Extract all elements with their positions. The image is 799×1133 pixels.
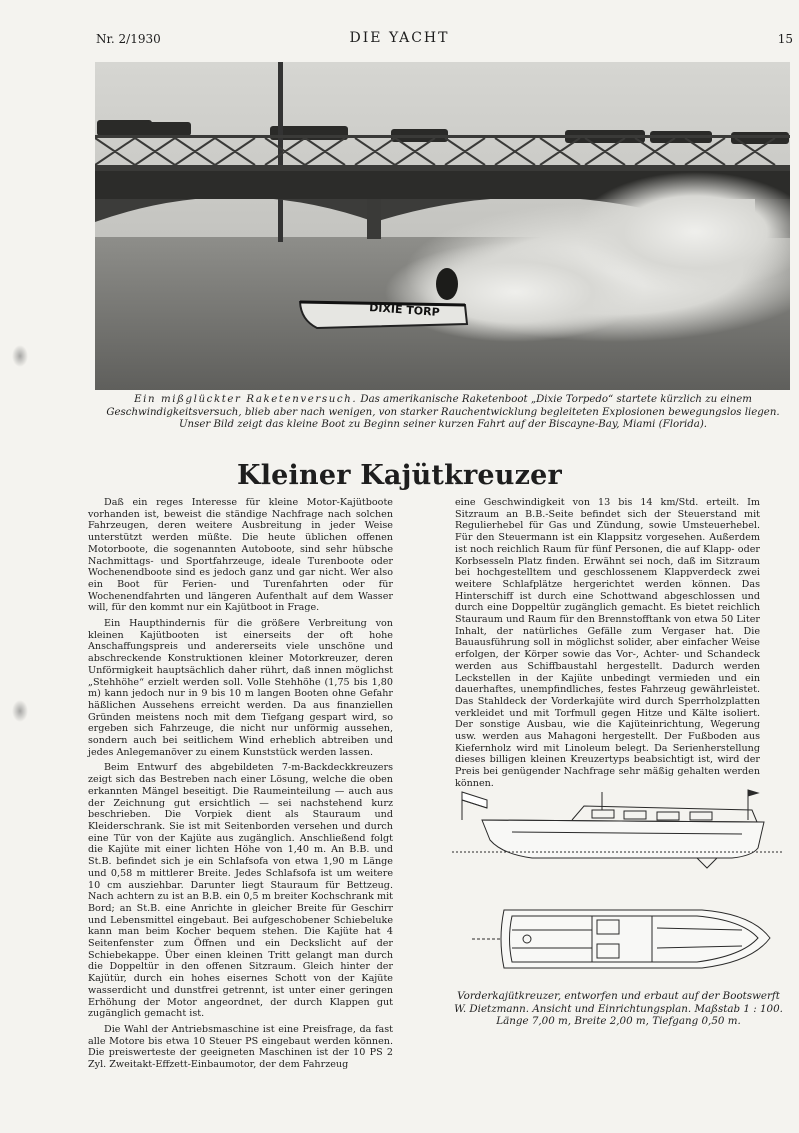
boat-lettering: DIXIE TORP (368, 301, 441, 319)
page-header (0, 30, 799, 50)
caption-text: Das amerikanische Raketenboot „Dixie Torpedo“ startete kürzlich zu einem Geschwindigkeitsversuch, blieb aber nach wenigen, von starker Rauchentwicklung begleiteten Explosionen bewegungslos liegen. Unser Bild zeigt das kleine Boot zu Beginn seiner kurzen Fahrt auf der Biscayne-Bay, Miami (Florida). (106, 394, 780, 430)
plan-caption (446, 990, 791, 1028)
article-column-left (88, 497, 393, 1075)
journal-title: DIE YACHT (349, 30, 450, 46)
plan-caption-line: W. Dietzmann. Ansicht und Einrichtungsplan. Maßstab 1 : 100. (454, 1002, 783, 1015)
article-column-right (455, 497, 760, 794)
plan-caption-line: Länge 7,00 m, Breite 2,00 m, Tiefgang 0,50 m. (496, 1015, 741, 1027)
issue-number: Nr. 2/1930 (96, 32, 161, 46)
article-title: Kleiner Kajütkreuzer (237, 460, 562, 491)
boat-plan-drawings (452, 780, 782, 988)
plan-caption-line: Vorderkajütkreuzer, entworfen und erbaut auf der Bootswerft (457, 990, 780, 1002)
photo-illustration (95, 62, 790, 390)
photo-caption (92, 394, 794, 432)
paragraph: Beim Entwurf des abgebildeten 7-m-Backdeckkreuzers zeigt sich das Bestreben nach einer Lösung, welche die oben erkannten Mängel beseitigt. Die Raumeinteilung — auch aus der Zeichnung gut ersichtlich — sei nachstehend kurz beschrieben. Die Vorpiek dient als Stauraum und Kleiderschrank. Sie ist mit Seitenborden versehen und durch eine Tür von der Kajüte aus zugänglich. Anschließend folgt die Kajüte mit einer lichten Höhe von 1,40 m. An B.B. und St.B. befindet sich je ein Schlafsofa von etwa 1,90 m Länge und 0,58 m mittlerer Breite. Jedes Schlafsofa ist um weitere 10 cm ausziehbar. Darunter liegt Stauraum für Bettzeug. Nach achtern zu ist an B.B. ein 0,5 m breiter Kochschrank mit Bord; an St.B. eine Anrichte in gleicher Breite für Geschirr und Lebensmittel eingebaut. Bei aufgeschobener Schiebeluke kann man beim Kocher bequem stehen. Die Kajüte hat 4 Seitenfenster zum Öffnen und ein Deckslicht auf der Schiebekappe. Über einen kleinen Tritt gelangt man durch die Doppeltür in den offenen Sitzraum. Gleich hinter der Kajütür, durch ein hohes eisernes Schott von der Kajüte wasserdicht und dunstfrei getrennt, ist unter einer geringen Erhöhung der Motor angeordnet, der durch Klappen gut zugänglich gemacht ist. (88, 762, 393, 1020)
rocket-boat-photo (95, 62, 790, 390)
scan-smudge (12, 700, 28, 722)
paragraph: Ein Haupthindernis für die größere Verbreitung von kleinen Kajütbooten ist einerseits der oft hohe Anschaffungspreis und andererseits viele unschöne und abschreckende Konstruktionen kleiner Motorkreuzer, deren Unförmigkeit hauptsächlich daher rührt, daß innen möglichst „Stehhöhe“ erzielt werden soll. Volle Stehhöhe (1,75 bis 1,80 m) kann jedoch nur in 9 bis 10 m langen Booten ohne Gefahr häßlichen Aussehens erreicht werden. Da aus finanziellen Gründen meistens noch mit dem Tiefgang gespart wird, so ergeben sich Fahrzeuge, die nicht nur unförmig aussehen, sondern auch bei seitlichem Wind erheblich abtreiben und jedes Anlegemanöver zu einem Kunststück werden lassen. (88, 618, 393, 758)
paragraph: Daß ein reges Interesse für kleine Motor-Kajütboote vorhanden ist, beweist die ständige Nachfrage nach solchen Fahrzeugen, deren weitere Ausbreitung in jeder Weise unterstützt werden müßte. Die heute üblichen offenen Motorboote, die sogenannten Autoboote, sind sehr hübsche Nachmittags- und Sportfahrzeuge, ideale Turenboote oder Wochenendboote sind es jedoch ganz und gar nicht. Wer also ein Boot für Ferien- und Turenfahrten oder für Wochenendfahrten und längeren Aufenthalt auf dem Wasser will, für den kommt nur ein Kajütboot in Frage. (88, 497, 393, 614)
paragraph: eine Geschwindigkeit von 13 bis 14 km/Std. erteilt. Im Sitzraum an B.B.-Seite befindet sich der Steuerstand mit Regulierhebel für Gas und Zündung, sowie Umsteuerhebel. Für den Steuermann ist ein Klappsitz vorgesehen. Außerdem ist noch reichlich Raum für fünf Personen, die auf Klapp- oder Korbsesseln Platz finden. Erwähnt sei noch, daß im Sitzraum bei hochgestelltem und geschlossenem Klappverdeck zwei weitere Schlafplätze hergerichtet werden können. Das Hinterschiff ist durch eine Schottwand abgeschlossen und durch eine Doppeltür zugänglich gemacht. Es bietet reichlich Stauraum und Raum für den Brennstofftank von etwa 50 Liter Inhalt, der natürliches Gefälle zum Vergaser hat. Die Bauausführung soll in möglichst solider, aber einfacher Weise erfolgen, der Körper sowie das Vor-, Achter- und Schandeck werden aus Schiffbaustahl hergestellt. Dadurch werden Leckstellen in der Kajüte unbedingt vermieden und ein dauerhaftes, unempfindliches, festes Fahrzeug gewährleistet. Das Stahldeck der Vorderkajüte wird durch Sperrholzplatten verkleidet und mit Torfmull gegen Hitze und Kälte isoliert. Der sonstige Ausbau, wie die Kajüteinrichtung, Wegerung usw. werden aus Mahagoni hergestellt. Der Fußboden aus Kiefernholz wird mit Linoleum belegt. Da Serienherstellung dieses billigen kleinen Kreuzertyps beabsichtigt ist, wird der Preis bei genügender Nachfrage sehr mäßig gehalten werden können. (455, 497, 760, 789)
paragraph: Die Wahl der Antriebsmaschine ist eine Preisfrage, da fast alle Motore bis etwa 10 Steuer PS eingebaut werden können. Die preiswerteste der geeigneten Maschinen ist der 10 PS 2 Zyl. Zweitakt-Effzett-Einbaumotor, der dem Fahrzeug (88, 1023, 393, 1071)
page-number: 15 (777, 32, 793, 46)
caption-lead: Ein mißglückter Raketenversuch. (134, 394, 358, 405)
boat-drawing-svg (452, 780, 782, 988)
scan-smudge (12, 345, 28, 367)
